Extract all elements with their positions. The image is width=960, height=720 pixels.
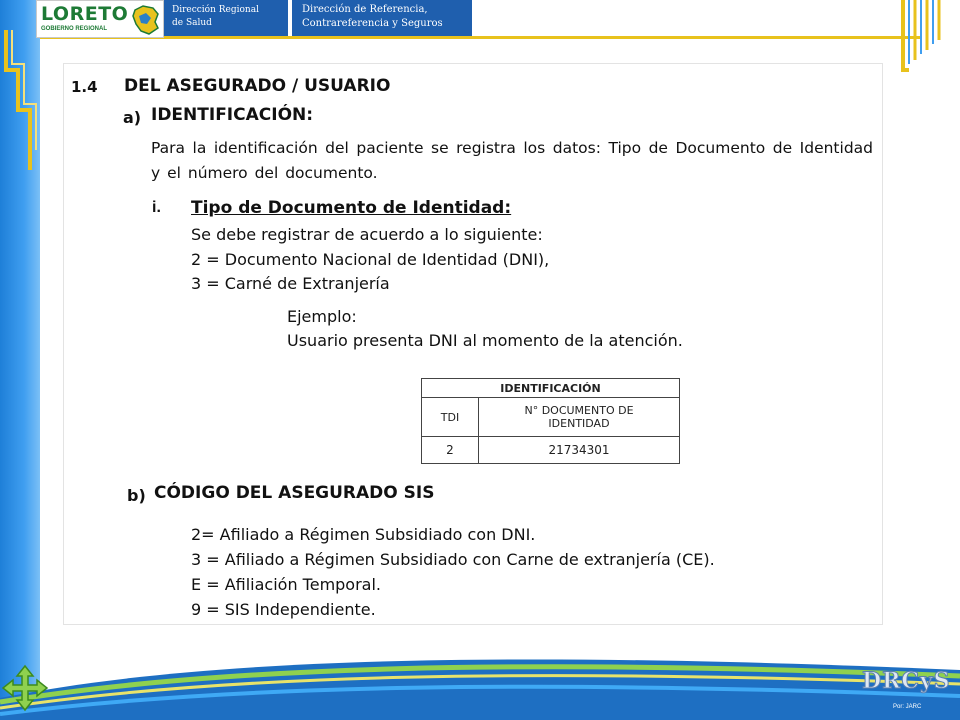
right-gold-ornament (895, 0, 945, 76)
table-col-document-line1: N° DOCUMENTO DE (524, 404, 634, 417)
logo-text: LORETO (41, 3, 129, 25)
item-i-title: Tipo de Documento de Identidad: (191, 198, 512, 218)
dir-regional-line1: Dirección Regional (172, 5, 259, 15)
example-text: Usuario presenta DNI al momento de la atención. (287, 331, 683, 350)
table-cell-tdi: 2 (422, 437, 479, 464)
dir-referencia-line1: Dirección de Referencia, (302, 4, 428, 15)
table-col-tdi: TDI (422, 398, 479, 437)
sis-code-line: 2= Afiliado a Régimen Subsidiado con DNI. (191, 525, 536, 544)
footer-swoosh (0, 640, 960, 720)
table-col-document-line2: IDENTIDAD (548, 417, 610, 430)
table-header: IDENTIFICACIÓN (422, 379, 680, 398)
subsection-a-letter: a) (123, 108, 142, 127)
navigation-arrows-icon[interactable] (1, 664, 49, 712)
left-gold-ornament (0, 30, 44, 170)
section-title: DEL ASEGURADO / USUARIO (124, 76, 391, 96)
subsection-b-letter: b) (127, 486, 146, 505)
item-i-line: Se debe registrar de acuerdo a lo siguiente: (191, 225, 543, 244)
subsection-a-title: IDENTIFICACIÓN: (151, 105, 314, 125)
dir-regional-line2: de Salud (172, 18, 212, 28)
sis-code-line: 9 = SIS Independiente. (191, 600, 376, 619)
item-i-line: 2 = Documento Nacional de Identidad (DNI), (191, 250, 550, 269)
table-col-document (479, 398, 680, 437)
dir-regional-tab (164, 0, 288, 36)
sis-code-line: E = Afiliación Temporal. (191, 575, 382, 594)
section-number: 1.4 (71, 78, 98, 96)
item-i-line: 3 = Carné de Extranjería (191, 274, 390, 293)
table-cell-document: 21734301 (479, 437, 680, 464)
item-i-number: i. (152, 199, 161, 216)
sis-code-line: 3 = Afiliado a Régimen Subsidiado con Carne de extranjería (CE). (191, 550, 715, 569)
author-credit: Por: JARC (893, 704, 922, 710)
identification-table (421, 378, 680, 464)
example-label: Ejemplo: (287, 307, 357, 326)
logo-subtitle: GOBIERNO REGIONAL (41, 26, 108, 32)
dir-referencia-line2: Contrareferencia y Seguros (302, 18, 443, 29)
drcys-logo: DRCyS (862, 668, 951, 694)
identification-paragraph: Para la identificación del paciente se registra los datos: Tipo de Documento de Identidad y el número del documento. (151, 139, 873, 182)
document-scan (63, 63, 883, 625)
loreto-map-icon (131, 4, 161, 36)
header (0, 0, 960, 44)
loreto-logo (36, 0, 164, 38)
subsection-b-title: CÓDIGO DEL ASEGURADO SIS (154, 483, 435, 503)
dir-referencia-tab (292, 0, 472, 36)
header-accent-line (40, 36, 920, 39)
